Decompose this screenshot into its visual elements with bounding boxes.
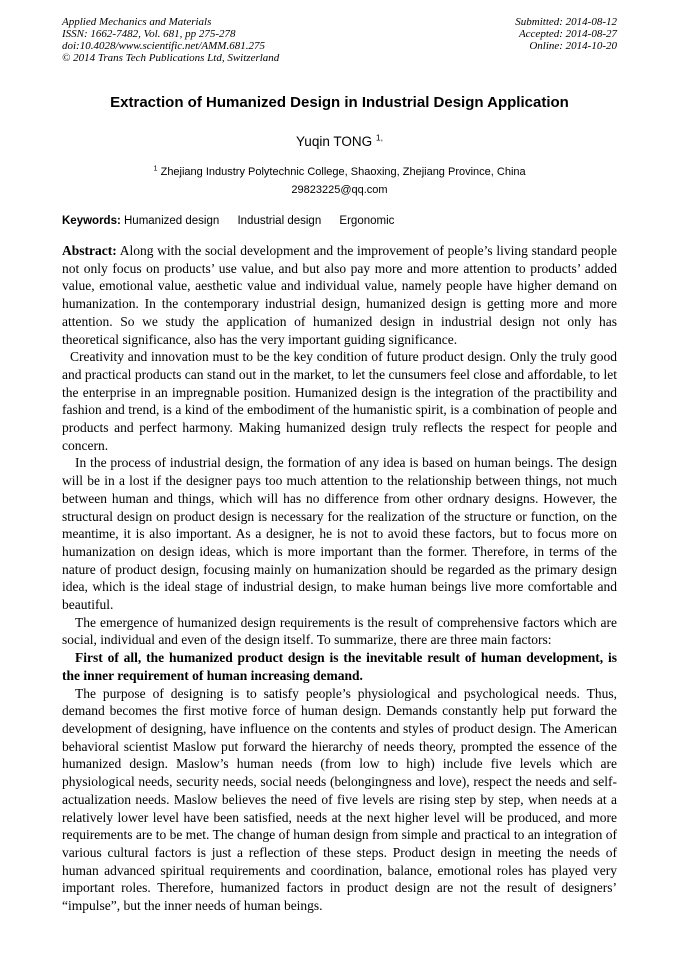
body-paragraph: In the process of industrial design, the formation of any idea is based on human beings. The design will be in a lost if the designer pays too much attention to the relationship between things, not much between human and things, which will has no difference from other ordnary designs. However, the structural design on product design is necessary for the realization of the structure or function, on the meantime, it is also important. As a designer, he is not to avoid these factors, but to focus more on humanization on design ideas, which is more important than the former. Therefore, in terms of the nature of product design, focusing mainly on humanization should be regarded as the primary design idea, which is the ideal stage of industrial design, to make human beings live more comfortable and beautiful. bbox=[62, 455, 617, 613]
keywords-line bbox=[62, 214, 617, 228]
body-paragraph: The emergence of humanized design requirements is the result of comprehensive factors which are social, individual and even of the design itself. To summarize, there are three main factors: bbox=[62, 614, 617, 648]
abstract-label: Abstract: bbox=[62, 243, 117, 258]
accepted-date: Accepted: 2014-08-27 bbox=[518, 28, 617, 40]
online-date: Online: 2014-10-20 bbox=[529, 40, 617, 52]
author-name: Yuqin TONG bbox=[296, 134, 373, 149]
journal-name: Applied Mechanics and Materials bbox=[62, 16, 212, 28]
journal-copyright: © 2014 Trans Tech Publications Ltd, Switzerland bbox=[62, 52, 280, 64]
journal-header bbox=[62, 16, 617, 64]
keyword-item: Ergonomic bbox=[339, 215, 395, 227]
body-paragraph: The purpose of designing is to satisfy people’s physiological and psychological needs. Thus, demand becomes the first motive force of human design. Demands constantly help put forward the development of designing, have influence on the contents and styles of product design. The American behavioral scientist Maslow put forward the hierarchy of needs theory, prompted the essence of the humanized design. Maslow’s human needs (from low to high) include five levels which are physiological needs, security needs, social needs (belongingness and love), respect the needs and self-actualization needs. Maslow believes the need of five levels are rising step by step, when needs at a relatively lower level have been satisfied, needs at the next higher level will be produced, and more requirements are to be met. The change of human design from simple and practical to an integration of various cultural factors is just a reflection of these steps. Product design in meeting the needs of human advanced spiritual requirements and coordination, balance, emotional roles has played very important roles. Therefore, humanized factors in product design are not the result of designers’ “impulse”, but the inner needs of human beings. bbox=[62, 685, 617, 914]
abstract-text: Along with the social development and the improvement of people’s living standard people not only focus on products’ use value, and but also pay more and more attention to products’ added value, emotional value, aesthetic value and individual value, namely people have higher demand on humanization. In the contemporary industrial design, humanized design is getting more and more attention. So we study the application of humanized design in industrial design not only has theoretical significance, also has the very important guiding significance. bbox=[62, 243, 617, 347]
paper-title: Extraction of Humanized Design in Industrial Design Application bbox=[110, 94, 569, 111]
abstract-paragraph bbox=[62, 242, 617, 348]
author-affiliation-marker: 1, bbox=[375, 132, 383, 143]
body-paragraph-emphasis: First of all, the humanized product design is the inevitable result of human development, is the inner requirement of human increasing demand. bbox=[62, 650, 617, 683]
author-email: 29823225@qq.com bbox=[291, 184, 388, 196]
affiliation-line bbox=[62, 163, 617, 179]
affiliation-marker: 1 bbox=[153, 163, 158, 173]
journal-doi: doi:10.4028/www.scientific.net/AMM.681.275 bbox=[62, 40, 265, 52]
submission-dates bbox=[515, 16, 617, 52]
body-paragraph: Creativity and innovation must to be the key condition of future product design. Only the truly good and practical products can stand out in the market, to let the cunsumers feel close and affordable, to let the enterprise in an impregnable position. Humanized design is the integration of the practibility and fashion and trend, is a kind of the embodiment of the humanistic spirit, is a combination of people and products and perfect harmony. Making humanized design truly reflects the respect for people and concern. bbox=[62, 349, 617, 453]
journal-info bbox=[62, 16, 279, 64]
keywords-label: Keywords: bbox=[62, 215, 121, 227]
affiliation-text: Zhejiang Industry Polytechnic College, Shaoxing, Zhejiang Province, China bbox=[160, 166, 526, 178]
journal-issn-volume: ISSN: 1662-7482, Vol. 681, pp 275-278 bbox=[62, 28, 236, 40]
keyword-item: Industrial design bbox=[237, 215, 322, 227]
submitted-date: Submitted: 2014-08-12 bbox=[515, 16, 617, 28]
author-line bbox=[62, 133, 617, 150]
paper-body bbox=[62, 242, 617, 915]
keyword-item: Humanized design bbox=[124, 215, 220, 227]
